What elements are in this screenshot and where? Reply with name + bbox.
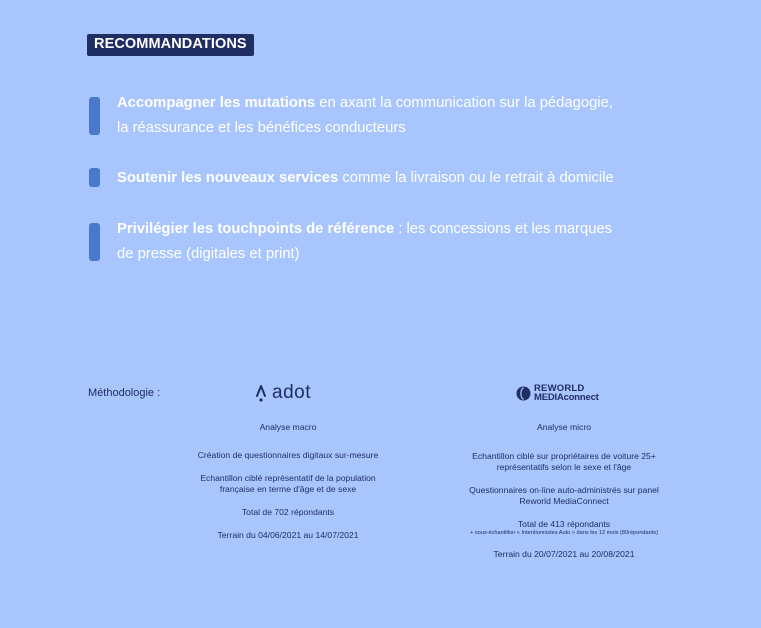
recommendation-title: Accompagner les mutations: [117, 95, 316, 111]
accent-bar: [89, 97, 100, 135]
reworld-logo-line1: REWORLD: [534, 383, 585, 394]
reworld-detail: Echantillon ciblé sur propriétaires de voiture 25+: [472, 451, 656, 461]
reworld-detail-note: + sous-échantillon « Intentionnistes Auto » dans les 12 mois (80répondants): [470, 530, 658, 536]
reworld-logo: [516, 384, 599, 402]
recommendation-title: Privilégier les touchpoints de référence: [117, 221, 395, 237]
accent-bar: [89, 223, 100, 261]
adot-logo-text: adot: [272, 382, 311, 403]
recommendation-text-line2: la réassurance et les bénéfices conducteurs: [117, 120, 406, 136]
recommendation-item: [89, 166, 689, 191]
recommendation-item: [89, 217, 689, 267]
reworld-detail: Reworld MediaConnect: [519, 496, 609, 506]
recommendation-item: [89, 91, 689, 141]
adot-detail: française en terme d'âge et de sexe: [219, 484, 357, 494]
reworld-detail: représentatifs selon le sexe et l'âge: [496, 462, 632, 472]
accent-bar: [89, 168, 100, 187]
recommendation-title: Soutenir les nouveaux services: [117, 170, 339, 186]
reworld-analysis-title: Analyse micro: [537, 422, 591, 432]
adot-mark-icon: [255, 384, 267, 402]
adot-analysis-title: Analyse macro: [259, 422, 317, 432]
adot-detail: Création de questionnaires digitaux sur-mesure: [197, 450, 379, 460]
reworld-details: [434, 451, 694, 560]
adot-detail: Terrain du 04/06/2021 au 14/07/2021: [217, 530, 359, 540]
section-badge: RECOMMANDATIONS: [87, 34, 254, 56]
reworld-detail: Total de 413 répondants: [517, 519, 611, 529]
methodology-label: Méthodologie :: [88, 387, 161, 399]
reworld-logo-line2: MEDIAconnect: [534, 392, 599, 403]
adot-details: [168, 450, 408, 541]
recommendation-text: comme la livraison ou le retrait à domicile: [338, 170, 614, 186]
reworld-globe-icon: [516, 386, 531, 401]
recommendation-text: : les concessions et les marques: [394, 221, 613, 237]
adot-logo: [255, 382, 311, 404]
reworld-detail: Terrain du 20/07/2021 au 20/08/2021: [493, 549, 635, 559]
adot-detail: Total de 702 répondants: [241, 507, 335, 517]
recommendation-text-line2: de presse (digitales et print): [117, 246, 300, 262]
adot-detail: Echantillon ciblé représentatif de la population: [200, 473, 376, 483]
reworld-detail: Questionnaires on-line auto-administrés sur panel: [469, 485, 659, 495]
recommendation-text: en axant la communication sur la pédagogie,: [315, 95, 613, 111]
